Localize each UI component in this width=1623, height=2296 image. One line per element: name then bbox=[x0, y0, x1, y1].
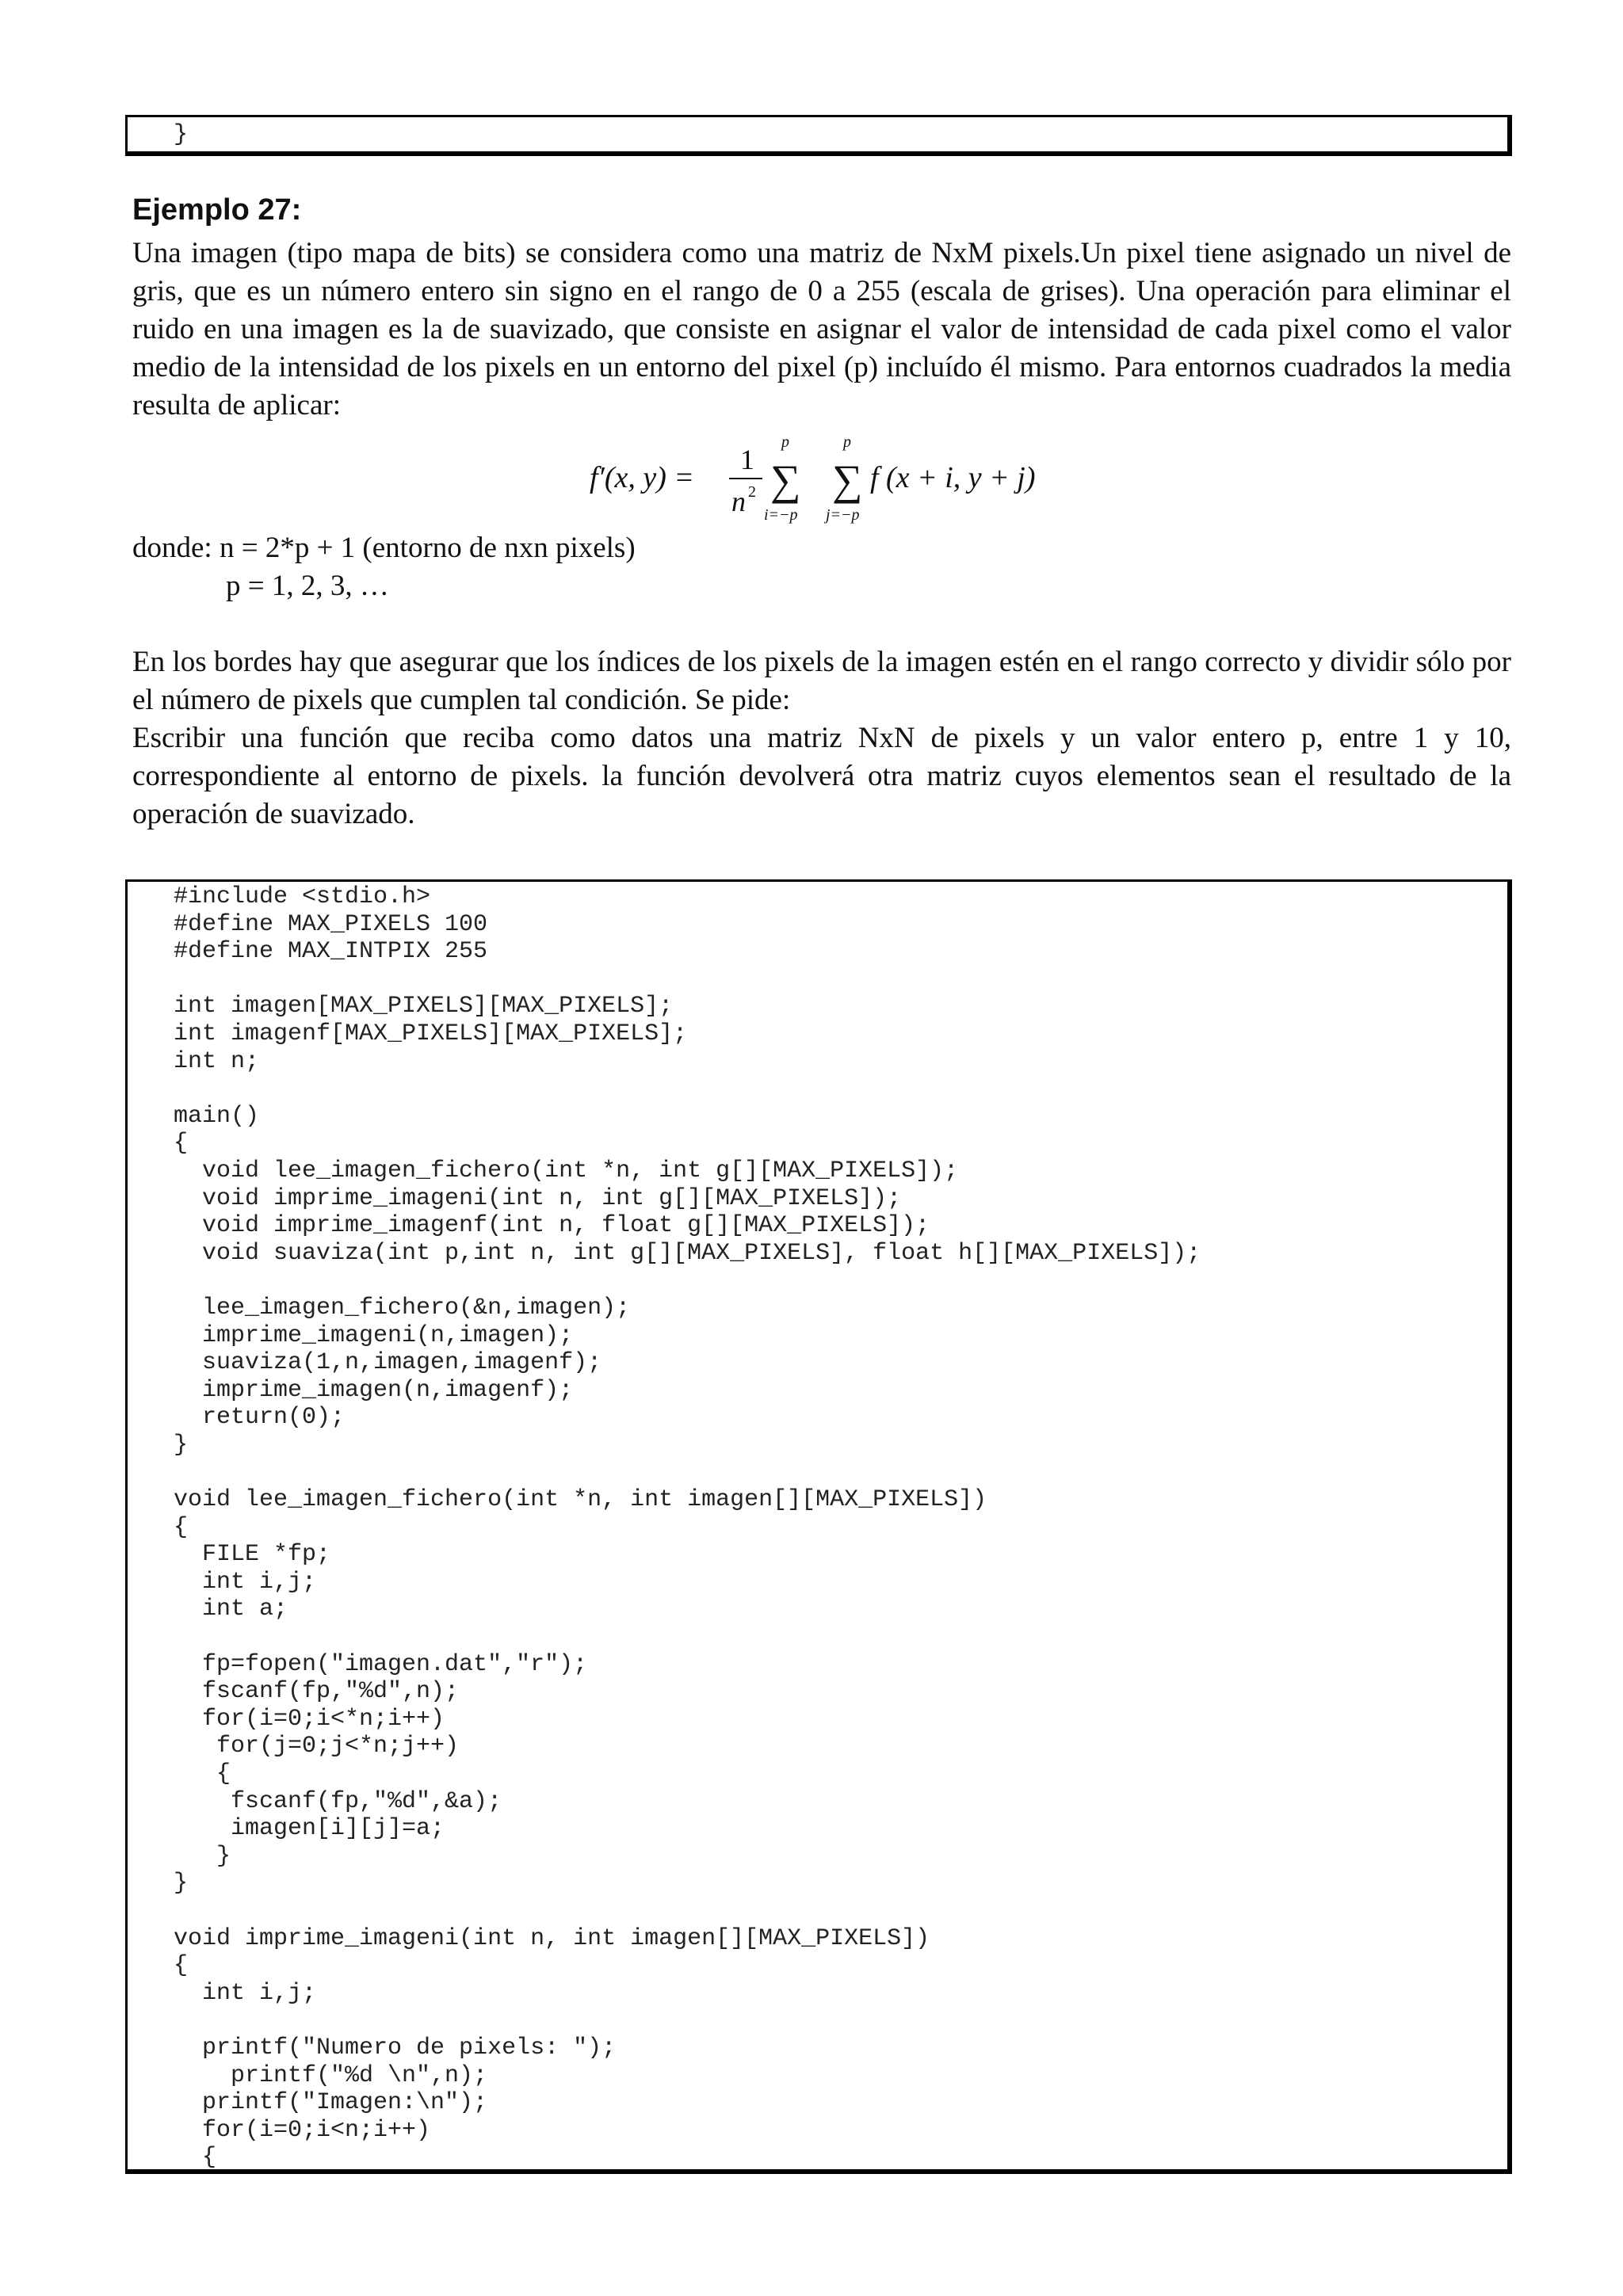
code-box-continuation bbox=[125, 115, 1512, 156]
problem-statement bbox=[132, 643, 1511, 833]
sum1-lower: i=−p bbox=[764, 506, 798, 524]
task-paragraph: Escribir una función que reciba como datos una matriz NxN de pixels y un valor entero p, entre 1 y 10, correspondiente al entorno de pixels. la función devolverá otra matriz cuyos elementos sean el resultado de la operación de suavizado. bbox=[132, 722, 1511, 830]
smoothing-formula bbox=[583, 434, 1059, 529]
code-box bbox=[125, 879, 1512, 2174]
formula-exponent: 2 bbox=[748, 483, 756, 501]
donde-line-1: donde: n = 2*p + 1 (entorno de nxn pixels) bbox=[132, 532, 636, 564]
example-heading: Ejemplo 27: bbox=[132, 193, 302, 227]
sum2-upper: p bbox=[843, 434, 851, 451]
bordes-paragraph: En los bordes hay que asegurar que los índices de los pixels de la imagen estén en el rango correcto y dividir sólo por el número de pixels que cumplen tal condición. Se pide: bbox=[132, 646, 1511, 716]
code-listing: #include <stdio.h> #define MAX_PIXELS 100 #define MAX_INTPIX 255 int imagen[MAX_PIXELS][MAX_PIXELS]; int imagenf[MAX_PIXELS][MAX_PIXELS]; int n; main() { void lee_imagen_fichero(int *n, int g[][MAX_PIXELS]); void imprime_imageni(int n, int g[][MAX_PIXELS]); void imprime_imagenf(int n, float g[][MAX_PIXELS]); void suaviza(int p,int n, int g[][MAX_PIXELS], float h[][MAX_PIXELS]); lee_imagen_fichero(&n,imagen); imprime_imageni(n,imagen); suaviza(1,n,imagen,imagenf); imprime_imagen(n,imagenf); return(0); } void lee_imagen_fichero(int *n, int imagen[][MAX_PIXELS]) { FILE *fp; int i,j; int a; fp=fopen("imagen.dat","r"); fscanf(fp,"%d",n); for(i=0;i<*n;i++) for(j=0;j<*n;j++) { fscanf(fp,"%d",&a); imagen[i][j]=a; } } void imprime_imageni(int n, int imagen[][MAX_PIXELS]) { int i,j; printf("Numero de pixels: "); printf("%d \n",n); printf("Imagen:\n"); for(i=0;i<n;i++) { bbox=[174, 883, 1201, 2172]
donde-line-2: p = 1, 2, 3, … bbox=[226, 570, 389, 602]
sum2-sigma: ∑ bbox=[832, 456, 863, 504]
formula-numerator: 1 bbox=[740, 444, 754, 475]
intro-paragraph: Una imagen (tipo mapa de bits) se considera como una matriz de NxM pixels.Un pixel tiene asignado un nivel de gris, que es un número entero sin signo en el rango de 0 a 255 (escala de grises). Una operación para eliminar el ruido en una imagen es la de suavizado, que consiste en asignar el valor de intensidad de cada pixel como el valor medio de la intensidad de los pixels en un entorno del pixel (p) incluído él mismo. Para entornos cuadrados la media resulta de aplicar: bbox=[132, 237, 1511, 421]
sum1-sigma: ∑ bbox=[770, 456, 801, 504]
sum2-lower: j=−p bbox=[826, 506, 860, 524]
formula-lhs: f′(x, y) = bbox=[590, 461, 695, 494]
formula-denominator: n bbox=[731, 486, 746, 517]
sum1-upper: p bbox=[781, 434, 789, 451]
formula-term: f (x + i, y + j) bbox=[870, 461, 1036, 494]
code-continuation: } bbox=[174, 121, 189, 148]
